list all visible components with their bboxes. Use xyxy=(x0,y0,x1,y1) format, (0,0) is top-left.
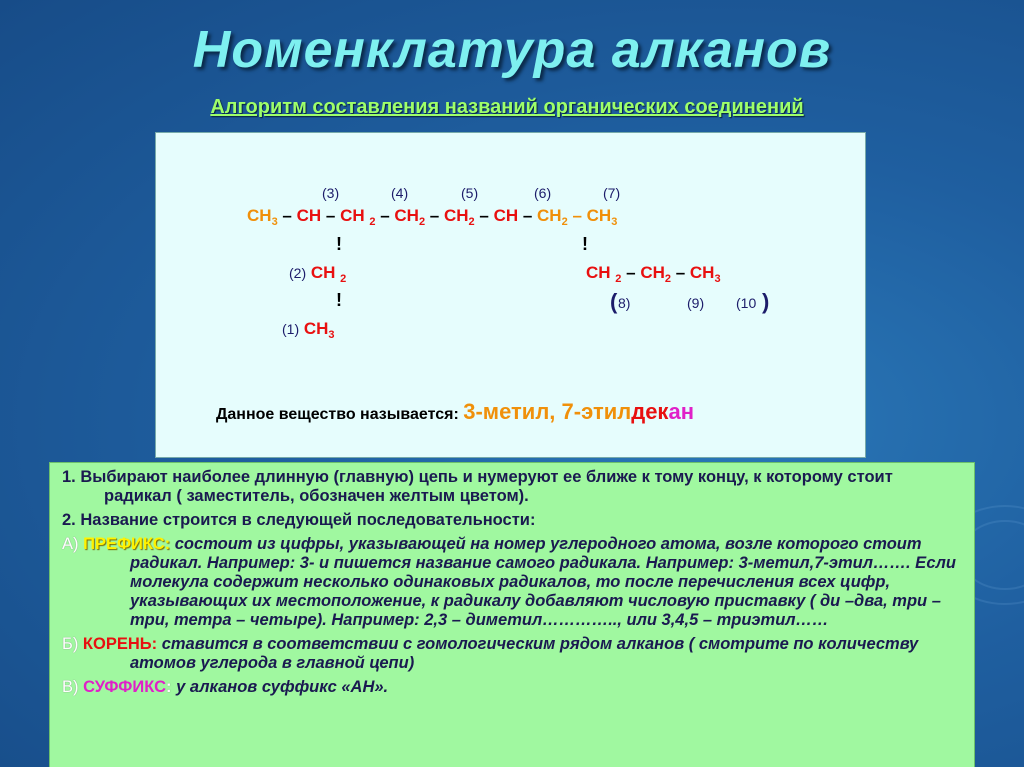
bond-mark: ! xyxy=(336,234,342,254)
rule-prefix: А) ПРЕФИКС: состоит из цифры, указывающей на номер углеродного атома, возле которого стоит радикал. Например: 3- и пишется название самого радикала. Например: 3-метил,7-этил……. Если молекула содержит несколько одинаковых радикалов, то после перечисления всех цифр, указывающих их местоположение, к радикалу добавляют числовую приставку ( ди –два, три – три, тетра – четыре). Например: 2,3 – диметил………….., или 3,4,5 – триэтил…… xyxy=(62,535,956,629)
rule-root: Б) КОРЕНЬ: ставится в соответствии с гомологическим рядом алканов ( смотрите по количеству атомов углерода в главной цепи) xyxy=(62,635,919,672)
compound-name: Данное вещество называется: 3-метил, 7-этилдекан xyxy=(216,399,694,424)
page-subtitle: Алгоритм составления названий органических соединений xyxy=(210,96,804,118)
rule-2: 2. Название строится в следующей последовательности: xyxy=(62,511,536,529)
atom-number-3: (3) xyxy=(322,185,340,201)
atom-number-4: (4) xyxy=(391,185,409,201)
main-chain-formula: $CH_3$ – CH – CH $_2 - CH_2 - CH_2$ – CH – $CH_2 - CH_3$ xyxy=(247,206,618,228)
bond-mark: ! xyxy=(336,290,342,310)
paren-open: ( xyxy=(610,289,618,314)
rules-panel xyxy=(49,462,975,767)
bond-mark: ! xyxy=(582,234,588,254)
rule-1: 1. Выбирают наиболее длинную (главную) цепь и нумеруют ее ближе к тому концу, к которому стоит радикал ( заместитель, обозначен желтым цветом). xyxy=(62,468,893,505)
paren-close: ) xyxy=(762,289,770,314)
atom-number-5: (5) xyxy=(461,185,479,201)
atom-number-6: (6) xyxy=(534,185,552,201)
atom-number-10: (10 xyxy=(736,295,757,311)
left-branch-ch3: (1) $CH_3$ xyxy=(282,319,335,341)
left-branch-ch2: (2) CH $_2$ xyxy=(289,263,347,285)
page-title: Номенклатура алканов xyxy=(192,21,832,79)
right-branch-formula: CH $_2 - CH_2 - CH_3$ xyxy=(586,263,721,285)
atom-number-8: 8) xyxy=(618,295,631,311)
rule-suffix: В) СУФФИКС: у алканов суффикс «АН». xyxy=(62,678,389,696)
atom-number-9: (9) xyxy=(687,295,705,311)
formula-panel xyxy=(155,132,866,458)
atom-number-7: (7) xyxy=(603,185,621,201)
